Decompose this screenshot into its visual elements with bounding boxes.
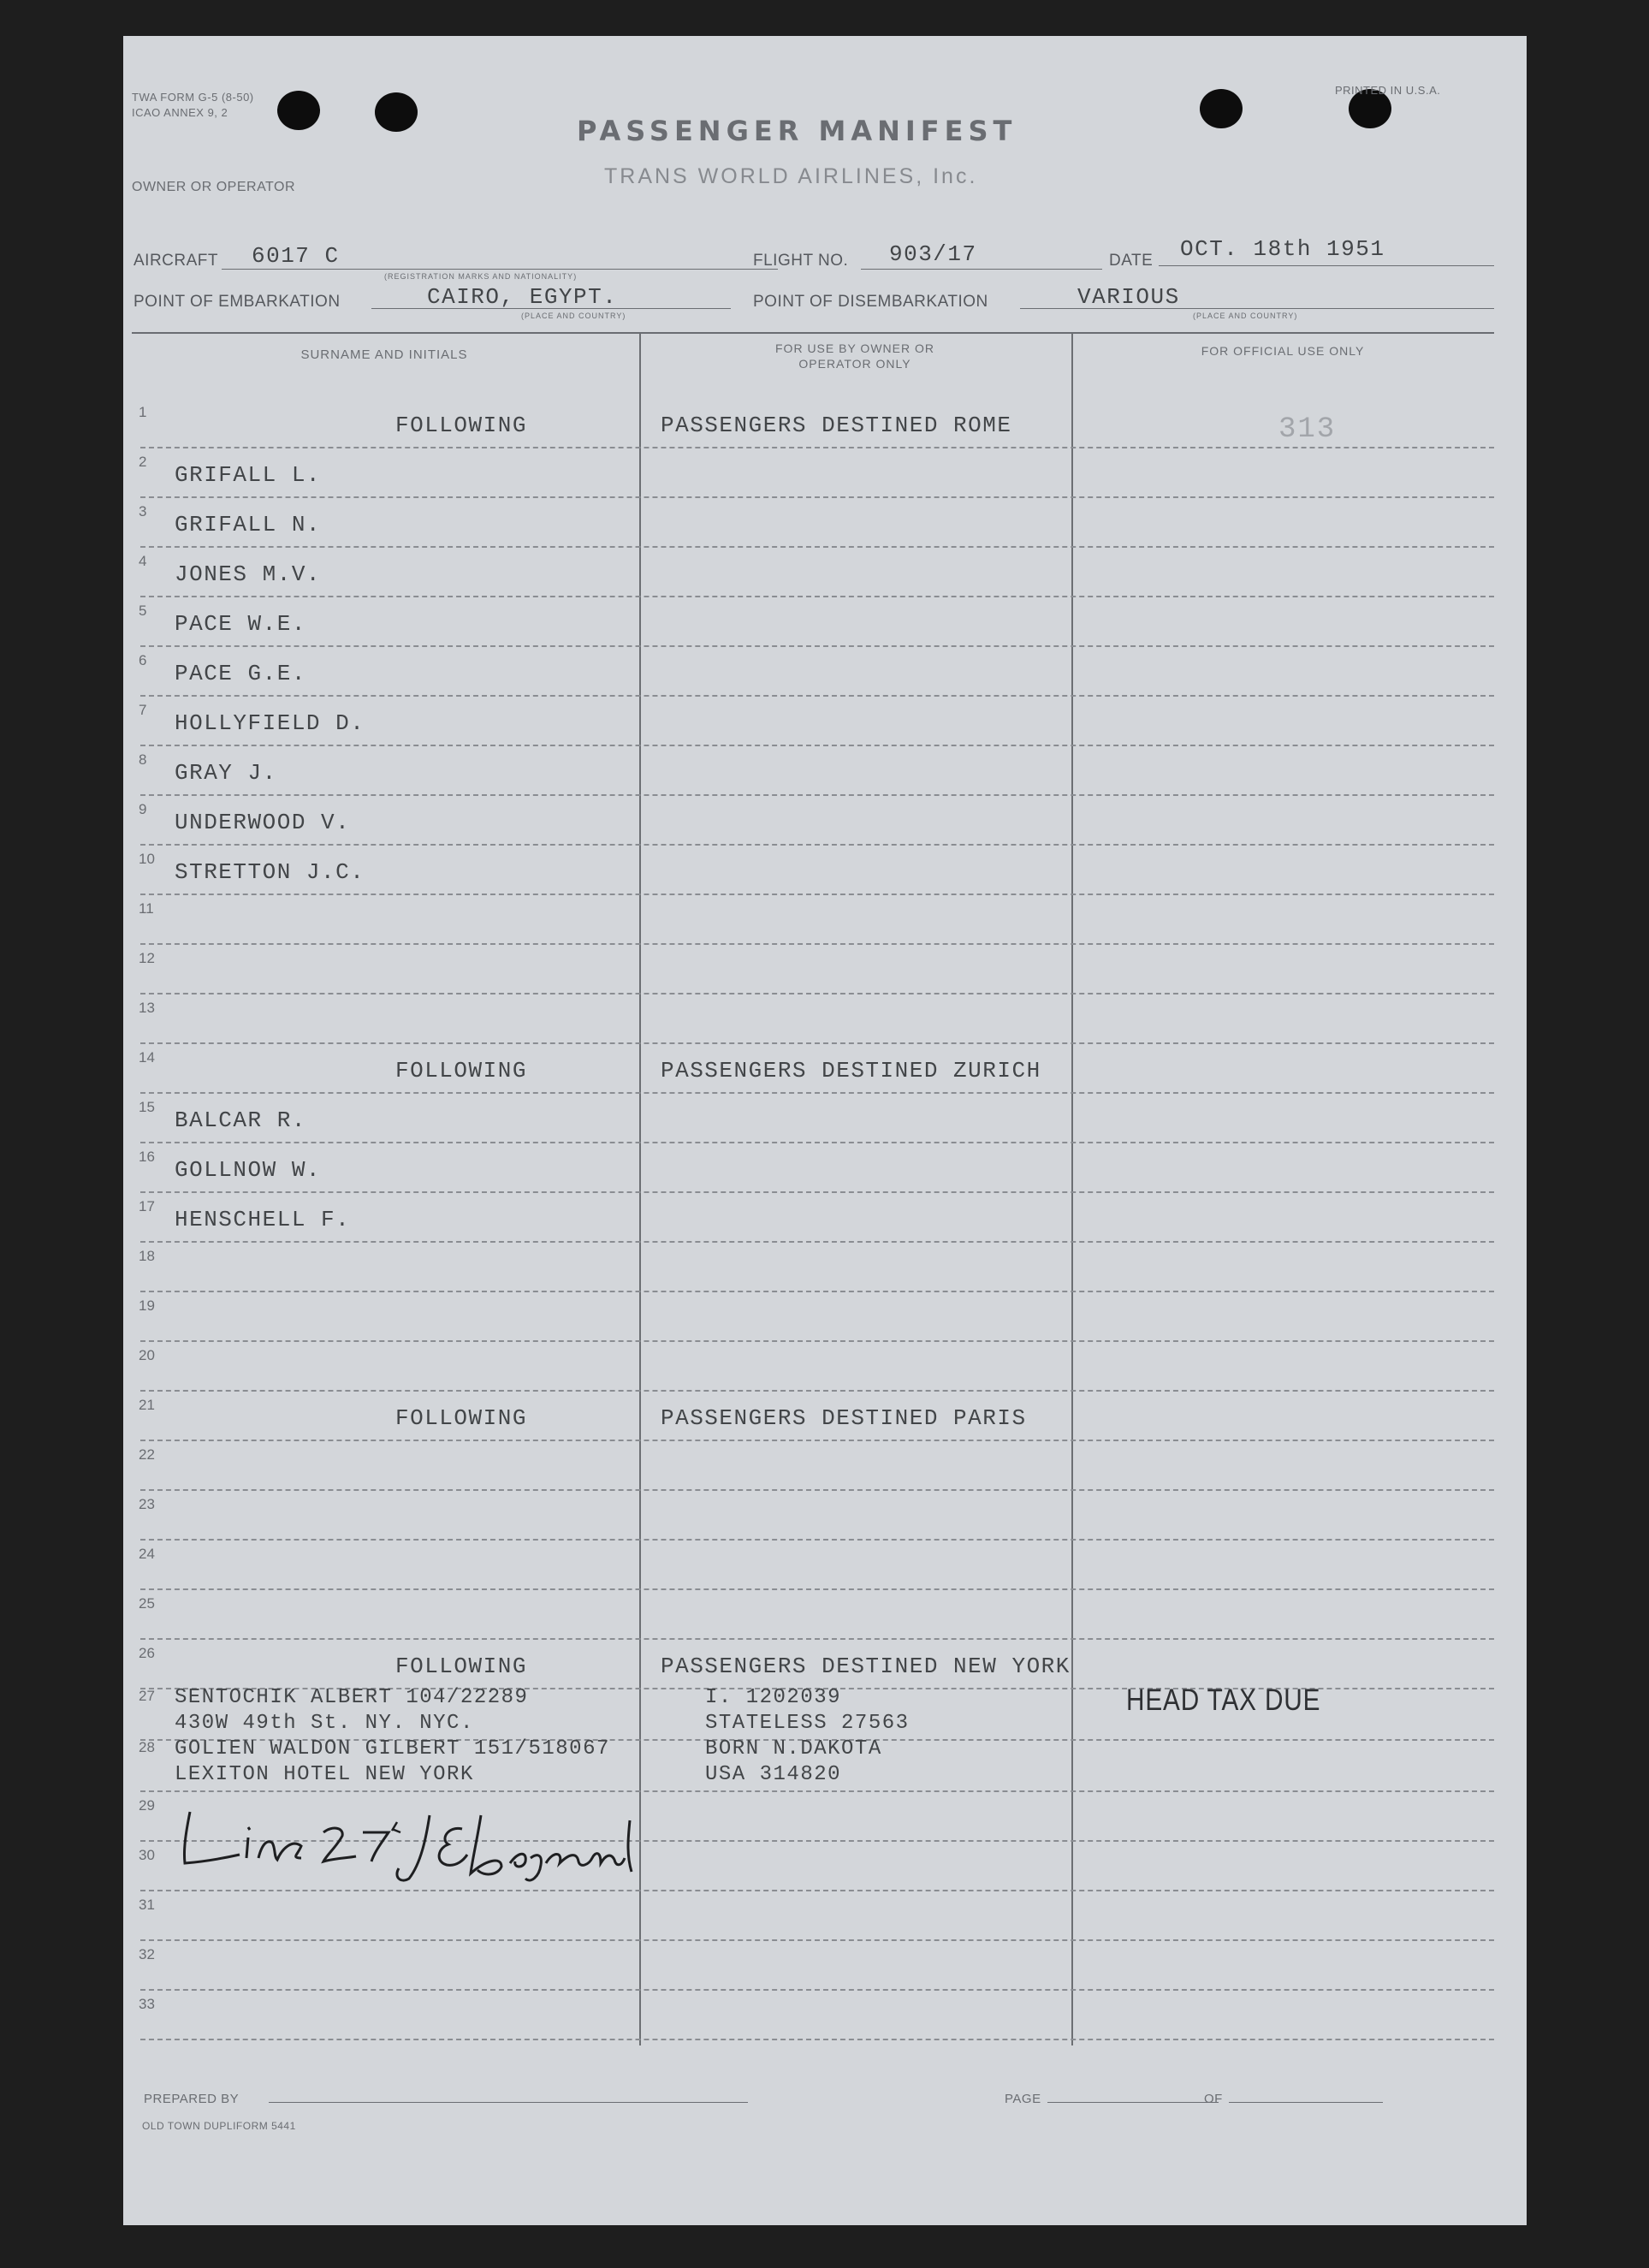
form-number: TWA FORM G-5 (8-50) — [132, 91, 254, 104]
aircraft-value: 6017 C — [252, 243, 340, 269]
passenger-surname: SENTOCHIK ALBERT 104/22289 — [175, 1686, 529, 1709]
row-rule — [140, 1638, 1494, 1640]
date-underline — [1159, 265, 1494, 266]
handwritten-signature — [173, 1795, 652, 1889]
page-title: PASSENGER MANIFEST — [577, 115, 1017, 147]
row-rule — [140, 645, 1494, 647]
row-number: 14 — [139, 1049, 155, 1066]
owner-operator-entry: PASSENGERS DESTINED ZURICH — [661, 1058, 1041, 1084]
passenger-surname: PACE G.E. — [175, 661, 306, 686]
company-name: TRANS WORLD AIRLINES, Inc. — [604, 164, 978, 188]
row-number: 6 — [139, 652, 147, 668]
owner-label: OWNER OR OPERATOR — [132, 180, 296, 194]
row-rule — [140, 1989, 1494, 1991]
passenger-surname: GRIFALL N. — [175, 512, 322, 537]
column-divider-2 — [1071, 334, 1073, 2045]
passenger-surname: GRIFALL L. — [175, 462, 322, 488]
owner-operator-entry: USA 314820 — [705, 1763, 842, 1786]
passenger-surname: PACE W.E. — [175, 611, 306, 637]
aircraft-label: AIRCRAFT — [133, 252, 218, 270]
prepared-by-label: PREPARED BY — [144, 2092, 240, 2106]
table-top-rule — [132, 332, 1494, 334]
row-number: 32 — [139, 1946, 155, 1962]
row-number: 31 — [139, 1897, 155, 1913]
disembark-label: POINT OF DISEMBARKATION — [753, 293, 988, 311]
head-tax-stamp: HEAD TAX DUE — [1126, 1683, 1321, 1717]
disembark-underline — [1020, 308, 1494, 309]
row-number: 20 — [139, 1347, 155, 1363]
row-number: 15 — [139, 1099, 155, 1115]
passenger-surname: JONES M.V. — [175, 561, 322, 587]
row-number: 21 — [139, 1397, 155, 1413]
row-number: 29 — [139, 1797, 155, 1814]
row-number: 22 — [139, 1446, 155, 1463]
row-rule — [140, 1588, 1494, 1590]
of-label: OF — [1204, 2092, 1223, 2106]
row-number: 33 — [139, 1996, 155, 2012]
row-number: 13 — [139, 1000, 155, 1016]
owner-operator-entry: PASSENGERS DESTINED NEW YORK — [661, 1654, 1071, 1679]
row-rule — [140, 894, 1494, 895]
passenger-surname: LEXITON HOTEL NEW YORK — [175, 1763, 474, 1786]
manifest-page — [123, 36, 1527, 2225]
row-number: 17 — [139, 1198, 155, 1214]
column-divider-1 — [639, 334, 641, 2045]
row-rule — [140, 596, 1494, 597]
col-official-use: FOR OFFICIAL USE ONLY — [1201, 344, 1365, 358]
flight-label: FLIGHT NO. — [753, 252, 849, 270]
official-stamp-number: 313 — [1278, 413, 1337, 446]
disembark-value: VARIOUS — [1077, 284, 1180, 310]
punch-hole — [375, 92, 418, 132]
row-number: 12 — [139, 950, 155, 966]
row-number: 9 — [139, 801, 147, 817]
passenger-surname: FOLLOWING — [395, 1654, 527, 1679]
row-number: 18 — [139, 1248, 155, 1264]
row-number: 2 — [139, 454, 147, 470]
row-rule — [140, 1390, 1494, 1392]
row-rule — [140, 943, 1494, 945]
row-number: 8 — [139, 751, 147, 768]
passenger-surname: FOLLOWING — [395, 1405, 527, 1431]
date-value: OCT. 18th 1951 — [1180, 236, 1385, 262]
flight-value: 903/17 — [889, 241, 977, 267]
page-label: PAGE — [1005, 2092, 1041, 2106]
embark-underline — [371, 308, 731, 309]
aircraft-underline — [222, 269, 778, 270]
row-rule — [140, 1042, 1494, 1044]
row-rule — [140, 1340, 1494, 1342]
disembark-note: (PLACE AND COUNTRY) — [1193, 312, 1298, 320]
passenger-surname: GRAY J. — [175, 760, 277, 786]
row-number: 11 — [139, 900, 154, 917]
row-rule — [140, 993, 1494, 994]
passenger-surname: 430W 49th St. NY. NYC. — [175, 1712, 474, 1735]
row-number: 25 — [139, 1595, 155, 1612]
embark-value: CAIRO, EGYPT. — [427, 284, 618, 310]
row-number: 3 — [139, 503, 147, 520]
row-rule — [140, 1291, 1494, 1292]
owner-operator-entry: BORN N.DAKOTA — [705, 1737, 882, 1760]
prepared-by-line — [269, 2102, 748, 2103]
row-number: 5 — [139, 603, 147, 619]
row-rule — [140, 1489, 1494, 1491]
row-number: 1 — [139, 404, 147, 420]
row-number: 26 — [139, 1645, 155, 1661]
row-number: 30 — [139, 1847, 155, 1863]
owner-operator-entry: I. 1202039 — [705, 1686, 842, 1709]
row-rule — [140, 2039, 1494, 2040]
owner-operator-entry: PASSENGERS DESTINED PARIS — [661, 1405, 1027, 1431]
row-rule — [140, 1142, 1494, 1143]
annex-ref: ICAO ANNEX 9, 2 — [132, 106, 228, 119]
embark-label: POINT OF EMBARKATION — [133, 293, 341, 311]
printed-in: PRINTED IN U.S.A. — [1335, 84, 1441, 97]
passenger-surname: GOLLNOW W. — [175, 1157, 322, 1183]
passenger-surname: BALCAR R. — [175, 1107, 306, 1133]
form-name: OLD TOWN DUPLIFORM 5441 — [142, 2120, 296, 2132]
row-number: 4 — [139, 553, 147, 569]
row-rule — [140, 447, 1494, 448]
passenger-surname: UNDERWOOD V. — [175, 810, 351, 835]
passenger-surname: FOLLOWING — [395, 413, 527, 438]
row-rule — [140, 695, 1494, 697]
row-rule — [140, 496, 1494, 498]
owner-operator-entry: PASSENGERS DESTINED ROME — [661, 413, 1012, 438]
passenger-surname: GOLIEN WALDON GILBERT 151/518067 — [175, 1737, 610, 1760]
row-number: 10 — [139, 851, 155, 867]
of-line — [1229, 2102, 1383, 2103]
row-rule — [140, 1890, 1494, 1891]
col-surname: SURNAME AND INITIALS — [300, 347, 468, 362]
row-rule — [140, 1939, 1494, 1941]
row-number: 28 — [139, 1739, 155, 1755]
passenger-surname: HENSCHELL F. — [175, 1207, 351, 1232]
passenger-surname: HOLLYFIELD D. — [175, 710, 365, 736]
row-number: 24 — [139, 1546, 155, 1562]
row-rule — [140, 1440, 1494, 1441]
row-rule — [140, 1241, 1494, 1243]
row-rule — [140, 794, 1494, 796]
row-rule — [140, 1191, 1494, 1193]
punch-hole — [1200, 89, 1243, 128]
aircraft-note: (REGISTRATION MARKS AND NATIONALITY) — [384, 272, 578, 281]
row-number: 19 — [139, 1297, 155, 1314]
col-owner-use: FOR USE BY OWNER OR OPERATOR ONLY — [775, 341, 934, 371]
row-rule — [140, 745, 1494, 746]
row-number: 7 — [139, 702, 147, 718]
embark-note: (PLACE AND COUNTRY) — [521, 312, 626, 320]
row-number: 16 — [139, 1149, 155, 1165]
owner-operator-entry: STATELESS 27563 — [705, 1712, 910, 1735]
passenger-surname: FOLLOWING — [395, 1058, 527, 1084]
passenger-surname: STRETTON J.C. — [175, 859, 365, 885]
flight-underline — [861, 269, 1102, 270]
row-number: 23 — [139, 1496, 155, 1512]
row-rule — [140, 546, 1494, 548]
row-rule — [140, 1539, 1494, 1541]
row-rule — [140, 844, 1494, 846]
row-rule — [140, 1790, 1494, 1792]
date-label: DATE — [1109, 252, 1154, 270]
row-number: 27 — [139, 1688, 155, 1704]
page-line — [1047, 2102, 1219, 2103]
punch-hole — [277, 91, 320, 130]
row-rule — [140, 1092, 1494, 1094]
